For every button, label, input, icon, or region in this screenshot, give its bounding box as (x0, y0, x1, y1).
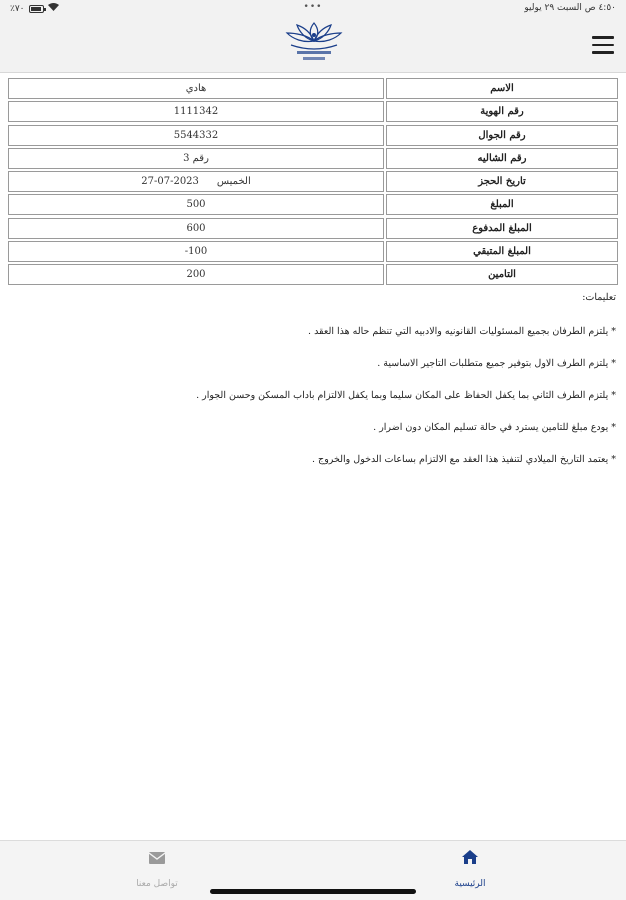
home-icon (430, 849, 510, 868)
instruction-item: * يلتزم الطرف الاول بتوفير جميع متطلبات التاجير الاساسية . (16, 357, 616, 371)
status-time-date: ٤:٥٠ ص السبت ٢٩ يوليو (524, 3, 616, 13)
table-row (8, 125, 618, 146)
chalet-number-value: رقم 3 (8, 148, 384, 169)
table-row (8, 148, 618, 169)
home-indicator[interactable] (210, 889, 416, 894)
table-row (8, 78, 618, 99)
amount-label: المبلغ (386, 194, 618, 215)
tab-home[interactable] (430, 849, 510, 890)
app-logo (283, 19, 345, 65)
booking-date: 27-07-2023 (141, 176, 199, 188)
table-row (8, 264, 618, 285)
paid-amount-label: المبلغ المدفوع (386, 218, 618, 239)
menu-button[interactable] (592, 36, 614, 54)
top-bar (0, 0, 626, 73)
instruction-item: * يلتزم الطرف الثاني بما يكفل الحفاظ على المكان سليما وبما يكفل الالتزام باداب المسكن وحسن الجوار . (16, 389, 616, 403)
instructions-list (16, 325, 616, 467)
name-value: هادي (8, 78, 384, 99)
booking-date-value (8, 171, 384, 192)
remaining-amount-label: المبلغ المتبقي (386, 241, 618, 262)
battery-percent: ٪٧٠ (10, 3, 25, 14)
booking-details-table (8, 78, 618, 288)
insurance-value: 200 (8, 264, 384, 285)
hamburger-menu-icon (592, 36, 614, 39)
table-row (8, 194, 618, 215)
mobile-label: رقم الجوال (386, 125, 618, 146)
mobile-value: 5544332 (8, 125, 384, 146)
paid-amount-value: 600 (8, 218, 384, 239)
chalet-number-label: رقم الشاليه (386, 148, 618, 169)
tab-home-label: الرئيسية (454, 879, 486, 889)
tab-contact-us-label: تواصل معنا (136, 879, 178, 889)
table-row (8, 171, 618, 192)
table-row (8, 218, 618, 239)
remaining-amount-value: -100 (8, 241, 384, 262)
instruction-item: * يلتزم الطرفان بجميع المسئوليات القانونيه والادبيه التي تنظم حاله هذا العقد . (16, 325, 616, 339)
id-number-value: 1111342 (8, 101, 384, 122)
tab-contact-us[interactable] (117, 849, 197, 890)
amount-value: 500 (8, 194, 384, 215)
instruction-item: * يعتمد التاريخ الميلادي لتنفيذ هذا العقد مع الالتزام بساعات الدخول والخروج . (16, 453, 616, 467)
multitask-dots[interactable]: ••• (303, 2, 323, 12)
table-row (8, 241, 618, 262)
mail-icon (117, 849, 197, 868)
instructions-title: تعليمات: (582, 292, 616, 303)
insurance-label: التامين (386, 264, 618, 285)
booking-day: الخميس (216, 176, 251, 188)
instructions-section (16, 292, 616, 485)
instruction-item: * يودع مبلغ للتامين يسترد في حالة تسليم المكان دون اضرار . (16, 421, 616, 435)
id-number-label: رقم الهوية (386, 101, 618, 122)
table-row (8, 101, 618, 122)
booking-date-label: تاريخ الحجز (386, 171, 618, 192)
name-label: الاسم (386, 78, 618, 99)
